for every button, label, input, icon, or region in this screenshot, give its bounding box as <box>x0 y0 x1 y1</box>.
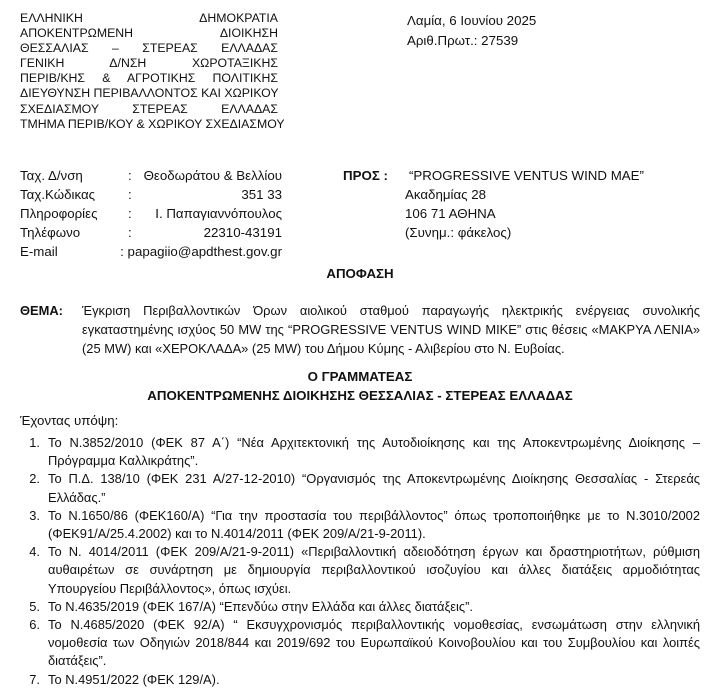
item-number: 1. <box>29 435 40 450</box>
contact-label: Ταχ. Δ/νση <box>20 168 83 183</box>
contact-label: Τηλέφωνο <box>20 225 81 240</box>
contact-details <box>20 166 282 261</box>
item-text: Το Ν.4685/2020 (ΦΕΚ 92/Α) “ Εκσυγχρονισμός περιβαλλοντικής νομοθεσίας, ενσωμάτωση στην ελληνική νομοθεσία των Οδηγιών 2018/844 και 2019/692 του Ευρωπαϊκού Κοινοβουλίου και του Συμβουλίου και λοιπές διατάξεις”. <box>48 617 700 669</box>
contact-value: Θεοδωράτου & Βελλίου <box>143 168 282 183</box>
secretary-authority: ΑΠΟΚΕΝΤΡΩΜΕΝΗΣ ΔΙΟΙΚΗΣΗΣ ΘΕΣΣΑΛΙΑΣ - ΣΤΕΡΕΑΣ ΕΛΛΑΔΑΣ <box>147 388 573 403</box>
subject-text: Έγκριση Περιβαλλοντικών Όρων αιολικού σταθμού παραγωγής ηλεκτρικής ενέργειας συνολικής εγκαταστημένης ισχύος 50 MW της “PROGRESSIVE VENTUS WIND MIKE” στις θέσεις «ΜΑΚΡΥΑ ΛΕΝΙΑ» (25 MW) και «ΧΕΡΟΚΛΑΔΑ» (25 MW) του Δήμου Κύμης - Αλιβερίου στο Ν. Ευβοίας. <box>82 303 700 357</box>
contact-value: 22310-43191 <box>203 225 282 240</box>
decision-title: ΑΠΟΦΑΣΗ <box>326 266 394 281</box>
contact-row: E-mail : papagiio@apdthest.gov.gr <box>20 244 282 259</box>
recipient-label: ΠΡΟΣ : <box>343 168 388 183</box>
contact-row: Ταχ. Δ/νση : Θεοδωράτου & Βελλίου <box>20 168 282 183</box>
contact-label: E-mail <box>20 244 58 259</box>
authority-line: ΣΧΕΔΙΑΣΜΟΥ ΣΤΕΡΕΑΣ ΕΛΛΑΔΑΣ <box>20 101 278 116</box>
email-link[interactable]: papagiio@apdthest.gov.gr <box>127 244 282 259</box>
authority-line: ΤΜΗΜΑ ΠΕΡΙΒ/ΚΟΥ & ΧΩΡΙΚΟΥ ΣΧΕΔΙΑΣΜΟΥ <box>20 116 285 131</box>
recipient-city: 106 71 ΑΘΗΝΑ <box>405 206 496 221</box>
recipient-attachment: (Συνημ.: φάκελος) <box>405 225 512 240</box>
item-text: Το Ν.3852/2010 (ΦΕΚ 87 Α΄) “Νέα Αρχιτεκτονική της Αυτοδιοίκησης και της Αποκεντρωμένης Διοίκησης – Πρόγραμμα Καλλικράτης”. <box>48 435 700 469</box>
recipient-street: Ακαδημίας 28 <box>405 187 487 202</box>
authority-line: ΕΛΛΗΝΙΚΗ ΔΗΜΟΚΡΑΤΙΑ <box>20 11 278 25</box>
contact-label: Πληροφορίες <box>20 206 98 221</box>
contact-row: Πληροφορίες : Ι. Παπαγιαννόπουλος <box>20 206 282 221</box>
contact-value: Ι. Παπαγιαννόπουλος <box>155 206 282 221</box>
secretary-title: Ο ΓΡΑΜΜΑΤΕΑΣ <box>307 369 413 384</box>
list-item <box>20 470 700 506</box>
recipient-name: “PROGRESSIVE VENTUS WIND MAE” <box>409 168 644 183</box>
considerations-list <box>20 434 700 689</box>
recipient-line <box>343 166 644 185</box>
recipient-block <box>343 166 644 242</box>
contact-label: Ταχ.Κώδικας <box>20 187 96 202</box>
item-text: Το Ν.4635/2019 (ΦΕΚ 167/Α) “Επενδύω στην Ελλάδα και άλλες διατάξεις”. <box>48 598 473 614</box>
subject-label: ΘΕΜΑ: <box>20 303 63 318</box>
authority-line: ΠΕΡΙΒ/ΚΗΣ & ΑΓΡΟΤΙΚΗΣ ΠΟΛΙΤΙΚΗΣ <box>20 71 278 86</box>
document-reference <box>407 11 536 51</box>
item-number: 4. <box>29 544 40 560</box>
contact-row: Ταχ.Κώδικας : 351 33 <box>20 187 282 202</box>
item-text: Το Π.Δ. 138/10 (ΦΕΚ 231 Α/27-12-2010) “Οργανισμός της Αποκεντρωμένης Διοίκησης Θεσσαλίας - Στερεάς Ελλάδας.” <box>48 471 700 505</box>
issuing-authority <box>20 11 285 132</box>
list-item <box>20 671 700 689</box>
authority-line: ΑΠΟΚΕΝΤΡΩΜΕΝΗ ΔΙΟΙΚΗΣΗ <box>20 26 278 41</box>
item-number: 2. <box>29 471 40 487</box>
authority-line: ΔΙΕΥΘΥΝΣΗ ΠΕΡΙΒΑΛΛΟΝΤΟΣ ΚΑΙ ΧΩΡΙΚΟΥ <box>20 86 279 101</box>
authority-line: ΓΕΝΙΚΗ Δ/ΝΣΗ ΧΩΡΟΤΑΞΙΚΗΣ <box>20 56 278 71</box>
subject-block <box>20 301 700 359</box>
protocol-number: Αριθ.Πρωτ.: 27539 <box>407 33 519 48</box>
list-item <box>20 507 700 543</box>
item-text: Το Ν.4951/2022 (ΦΕΚ 129/Α). <box>48 671 220 687</box>
item-number: 7. <box>29 671 40 687</box>
list-item <box>20 543 700 598</box>
list-item <box>20 598 700 616</box>
document-date: Λαμία, 6 Ιουνίου 2025 <box>407 13 537 28</box>
authority-line: ΘΕΣΣΑΛΙΑΣ – ΣΤΕΡΕΑΣ ΕΛΛΑΔΑΣ <box>20 41 278 56</box>
item-text: Το N.1650/86 (ΦΕΚ160/Α) “Για την προστασία του περιβάλλοντος” όπως τροποποιήθηκε με το Ν.3010/2002 (ΦΕΚ91/Α/25.4.2002) και το Ν.4014/2011 (ΦΕΚ 209/Α/21-9-2011). <box>48 507 700 542</box>
item-number: 3. <box>29 507 40 523</box>
list-item <box>20 616 700 671</box>
item-number: 6. <box>29 617 40 633</box>
item-text: Το Ν. 4014/2011 (ΦΕΚ 209/Α/21-9-2011) «Περιβαλλοντική αδειοδότηση έργων και δραστηριοτήτων, ρύθμιση αυθαιρέτων σε συνάρτηση με δημιουργία περιβαλλοντικού ισοζυγίου και άλλες διατάξεις αρμοδιότητας Υπουργείου Περιβάλλοντος», όπως ισχύει. <box>48 544 700 596</box>
contact-value: 351 33 <box>241 187 282 202</box>
secretary-heading <box>0 367 720 405</box>
list-item <box>20 434 700 470</box>
considerations-label: Έχοντας υπόψη: <box>20 413 119 428</box>
item-number: 5. <box>29 598 40 614</box>
contact-row: Τηλέφωνο : 22310-43191 <box>20 225 282 240</box>
